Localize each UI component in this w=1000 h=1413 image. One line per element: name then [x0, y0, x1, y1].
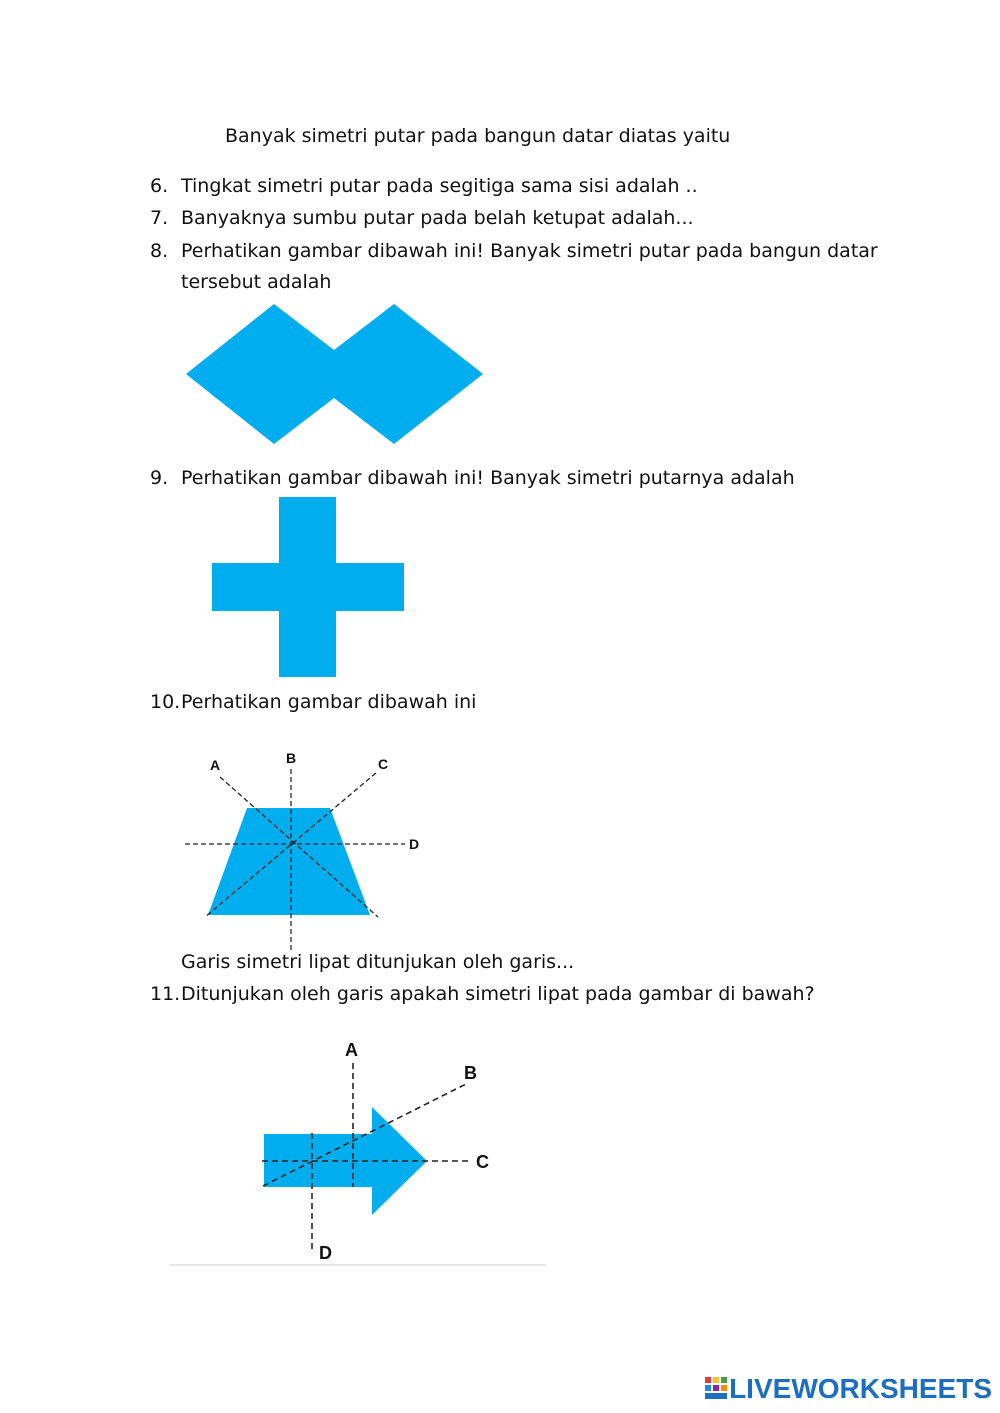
label-d: D — [319, 1243, 332, 1263]
liveworksheets-logo — [705, 1373, 992, 1405]
label-c: C — [378, 756, 389, 772]
question-text: Perhatikan gambar dibawah ini — [181, 691, 477, 713]
intro-text: Banyak simetri putar pada bangun datar diatas yaitu — [225, 125, 731, 147]
logo-text: LIVEWORKSHEETS — [729, 1373, 992, 1404]
question-text: Perhatikan gambar dibawah ini! Banyak simetri putar pada bangun datar — [181, 240, 878, 262]
label-a: A — [210, 757, 221, 773]
question-text: Perhatikan gambar dibawah ini! Banyak simetri putarnya adalah — [181, 467, 795, 489]
arrow-figure — [170, 1035, 550, 1275]
label-d: D — [409, 836, 420, 852]
question-text: Ditunjukan oleh garis apakah simetri lipat pada gambar di bawah? — [181, 983, 815, 1005]
question-text: Banyaknya sumbu putar pada belah ketupat adalah... — [181, 207, 694, 229]
plus-figure — [212, 497, 404, 677]
double-rhombus-figure — [186, 304, 484, 446]
question-text-continued: tersebut adalah — [181, 271, 332, 293]
label-b: B — [286, 750, 297, 766]
question-text: Tingkat simetri putar pada segitiga sama sisi adalah .. — [181, 175, 698, 197]
question-number: 11. — [150, 983, 181, 1005]
question-number: 7. — [150, 207, 169, 229]
question-text-after: Garis simetri lipat ditunjukan oleh garis... — [181, 951, 575, 973]
question-number: 9. — [150, 467, 169, 489]
plus-horizontal-bar — [212, 563, 404, 611]
label-b: B — [464, 1063, 477, 1083]
question-number: 8. — [150, 240, 169, 262]
logo-icon — [705, 1375, 729, 1403]
question-number: 10. — [150, 691, 181, 713]
trapezoid-figure — [180, 745, 430, 955]
trapezoid-shape — [208, 808, 370, 915]
label-c: C — [476, 1152, 489, 1172]
question-number: 6. — [150, 175, 169, 197]
label-a: A — [345, 1040, 358, 1060]
rhombus-shape — [186, 304, 483, 444]
